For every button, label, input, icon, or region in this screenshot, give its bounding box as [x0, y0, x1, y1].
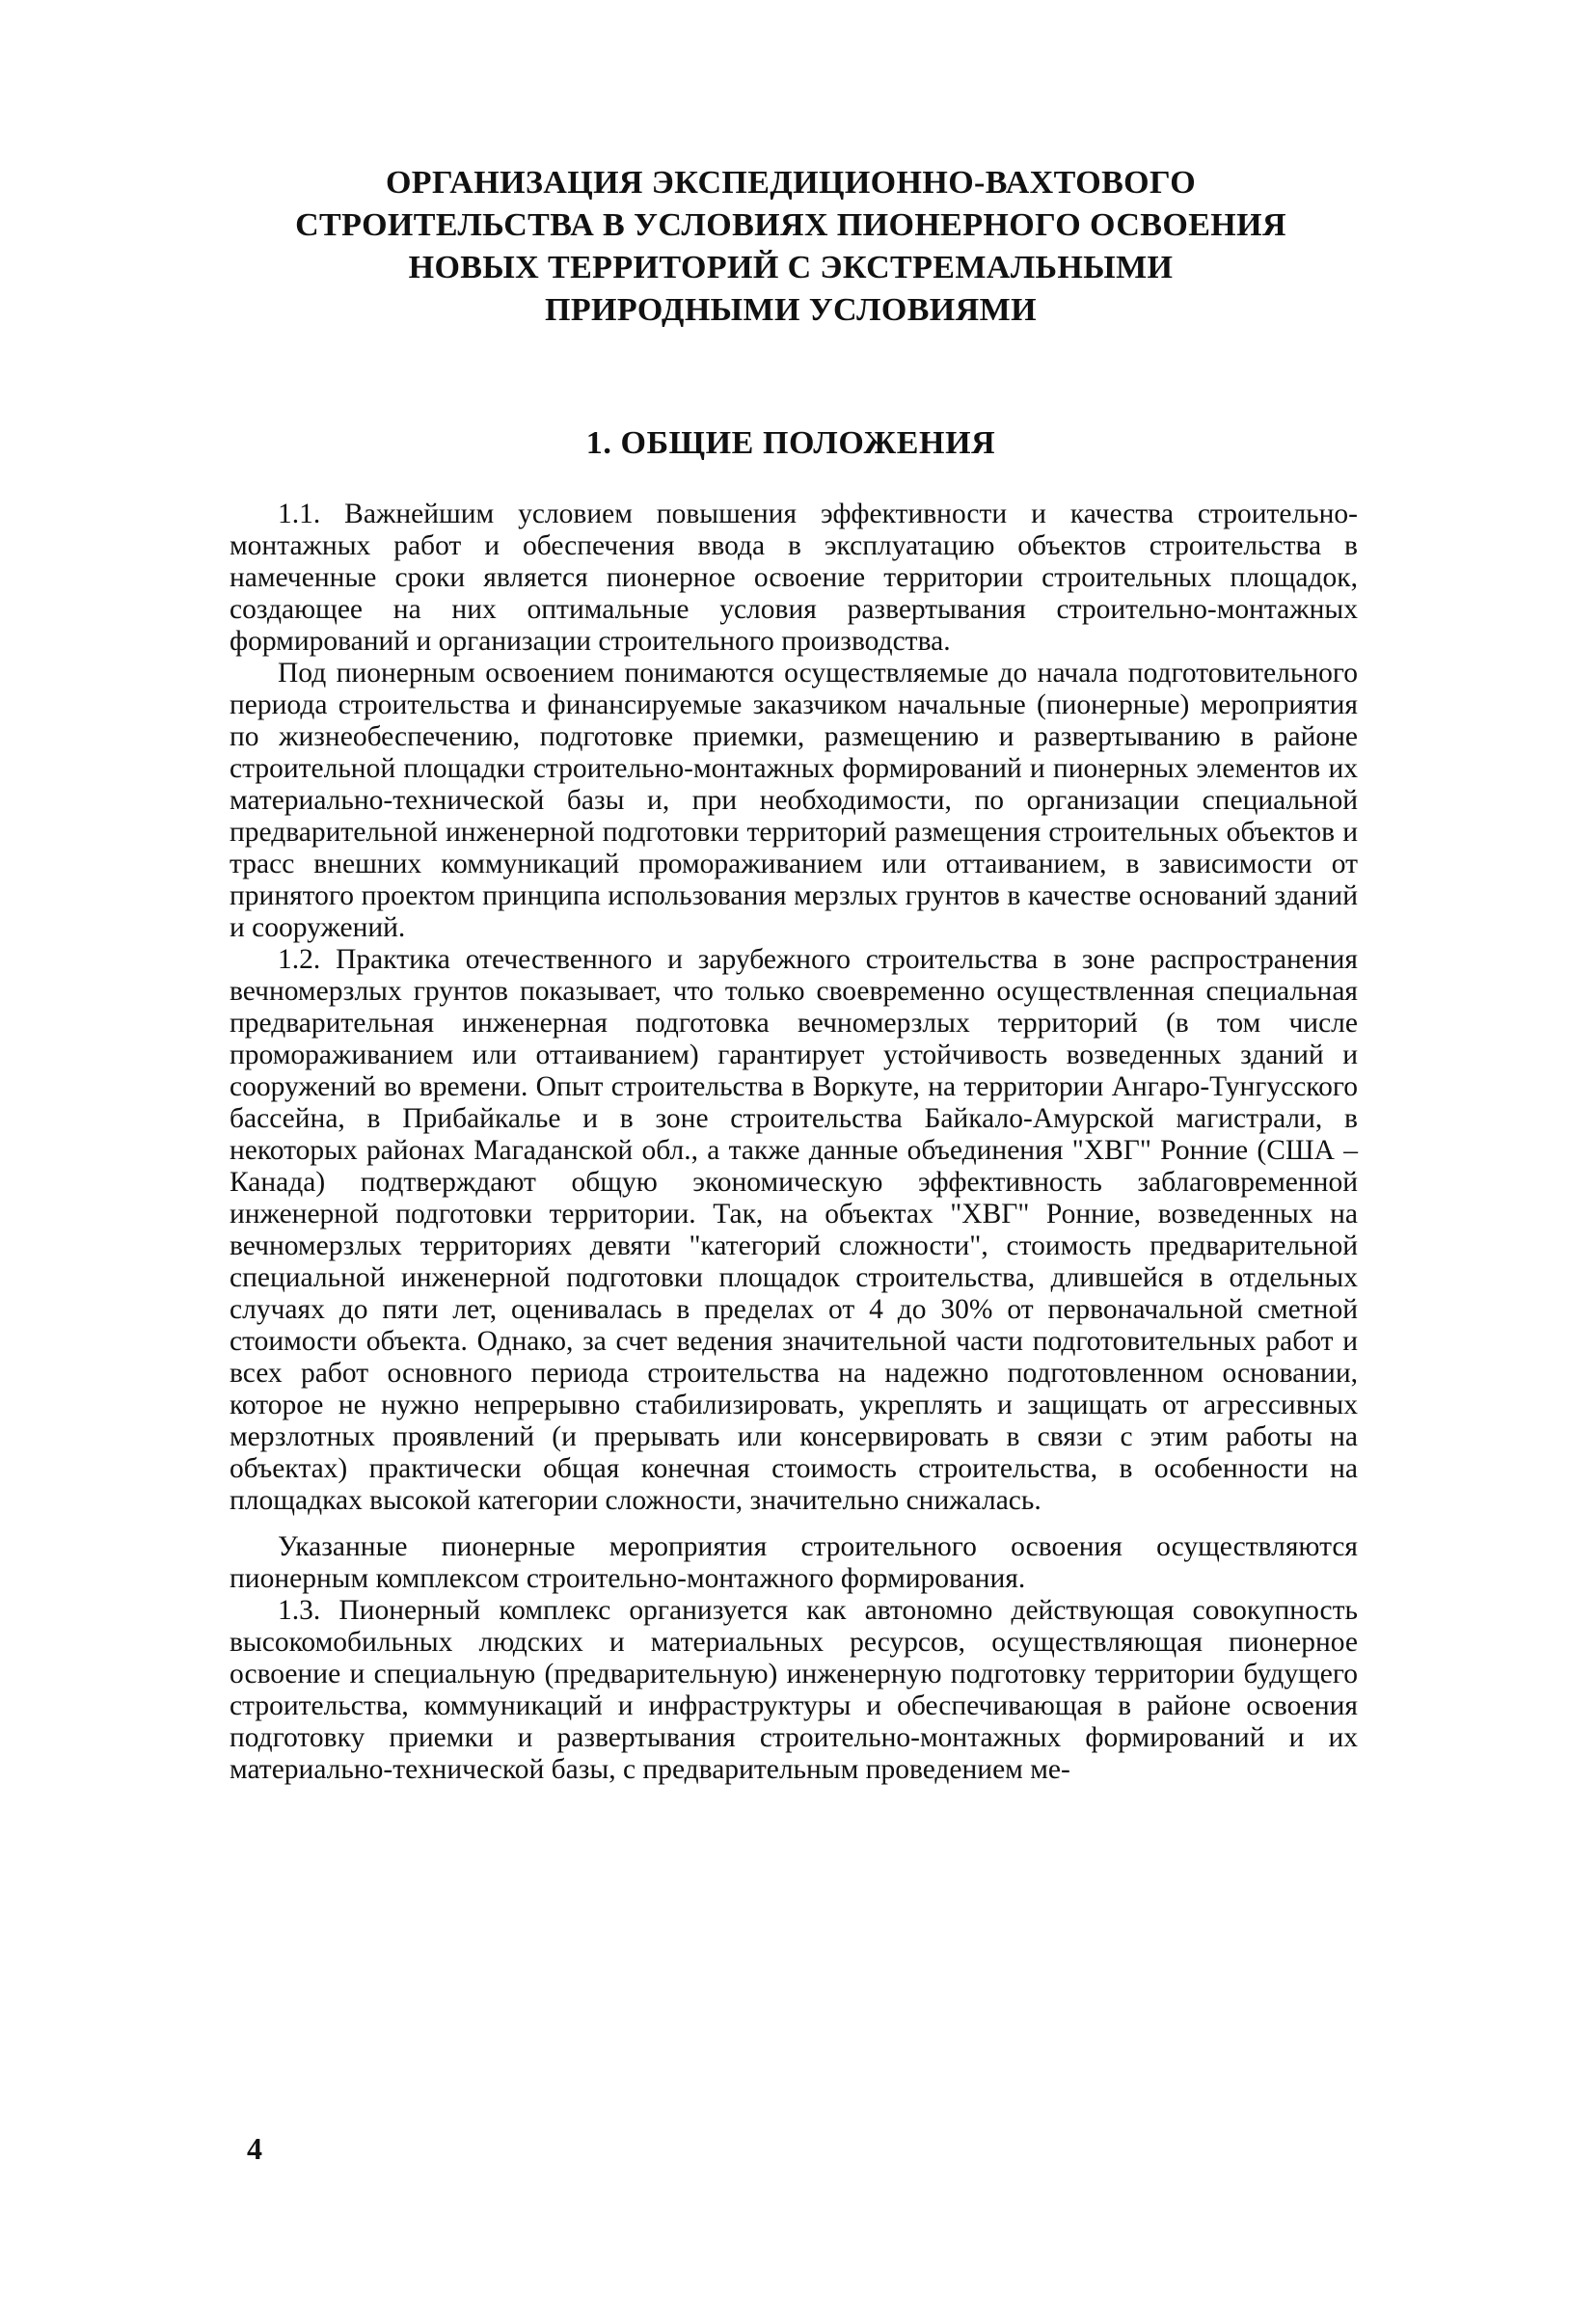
paragraph-pioneer-definition: Под пионерным освоением понимаются осуществляемые до начала подготовительного периода строительства и финансируемые заказчиком начальные (пионерные) мероприятия по жизнеобеспечению, подготовке приемки, размещению и развертыванию в районе строительной площадки строительно-монтажных формирований и пионерных элементов их материально-технической базы и, при необходимости, по организации специальной предварительной инженерной подготовки территорий размещения строительных объектов и трасс внешних коммуникаций промораживанием или оттаиванием, в зависимости от принятого проектом принципа использования мерзлых грунтов в качестве оснований зданий и сооружений. [230, 658, 1358, 943]
title-line: НОВЫХ ТЕРРИТОРИЙ С ЭКСТРЕМАЛЬНЫМИ [408, 250, 1174, 285]
paragraph-pioneer-measures: Указанные пионерные мероприятия строительного освоения осуществляются пионерным комплексом строительно-монтажного формирования. [230, 1531, 1358, 1594]
body-text [230, 499, 1358, 1786]
paragraph-1-1: 1.1. Важнейшим условием повышения эффективности и качества строительно-монтажных работ и обеспечения ввода в эксплуатацию объектов строительства в намеченные сроки является пионерное освоение территории строительных площадок, создающее на них оптимальные условия развертывания строительно-монтажных формирований и организации строительного производства. [230, 499, 1358, 657]
title-line: СТРОИТЕЛЬСТВА В УСЛОВИЯХ ПИОНЕРНОГО ОСВОЕНИЯ [295, 207, 1286, 243]
paragraph-1-2: 1.2. Практика отечественного и зарубежного строительства в зоне распространения вечномерзлых грунтов показывает, что только своевременно осуществленная специальная предварительная инженерная подготовка вечномерзлых территорий (в том числе промораживанием или оттаиванием) гарантирует устойчивость возведенных зданий и сооружений во времени. Опыт строительства в Воркуте, на территории Ангаро-Тунгусского бассейна, в Прибайкалье и в зоне строительства Байкало-Амурской магистрали, в некоторых районах Магаданской обл., а также данные объединения "ХВГ" Ронние (США – Канада) подтверждают общую экономическую эффективность заблаговременной инженерной подготовки территории. Так, на объектах "ХВГ" Ронние, возведенных на вечномерзлых территориях девяти "категорий сложности", стоимость предварительной специальной инженерной подготовки площадок строительства, длившейся в отдельных случаях до пяти лет, оценивалась в пределах от 4 до 30% от первоначальной сметной стоимости объекта. Однако, за счет ведения значительной части подготовительных работ и всех работ основного периода строительства на надежно подготовленном основании, которое не нужно непрерывно стабилизировать, укреплять и защищать от агрессивных мерзлотных проявлений (и прерывать или консервировать в связи с этим работы на объектах) практически общая конечная стоимость строительства, в особенности на площадках высокой категории сложности, значительно снижалась. [230, 944, 1358, 1516]
paragraph-1-3: 1.3. Пионерный комплекс организуется как автономно действующая совокупность высокомобильных людских и материальных ресурсов, осуществляющая пионерное освоение и специальную (предварительную) инженерную подготовку территории будущего строительства, коммуникаций и инфраструктуры и обеспечивающая в районе освоения подготовку приемки и развертывания строительно-монтажных формирований и их материально-технической базы, с предварительным проведением ме- [230, 1595, 1358, 1785]
title-line: ПРИРОДНЫМИ УСЛОВИЯМИ [545, 292, 1037, 328]
document-title [193, 162, 1389, 332]
title-line: ОРГАНИЗАЦИЯ ЭКСПЕДИЦИОННО-ВАХТОВОГО [385, 165, 1197, 201]
section-heading: 1. ОБЩИЕ ПОЛОЖЕНИЯ [585, 425, 996, 461]
page-number: 4 [247, 2131, 262, 2166]
